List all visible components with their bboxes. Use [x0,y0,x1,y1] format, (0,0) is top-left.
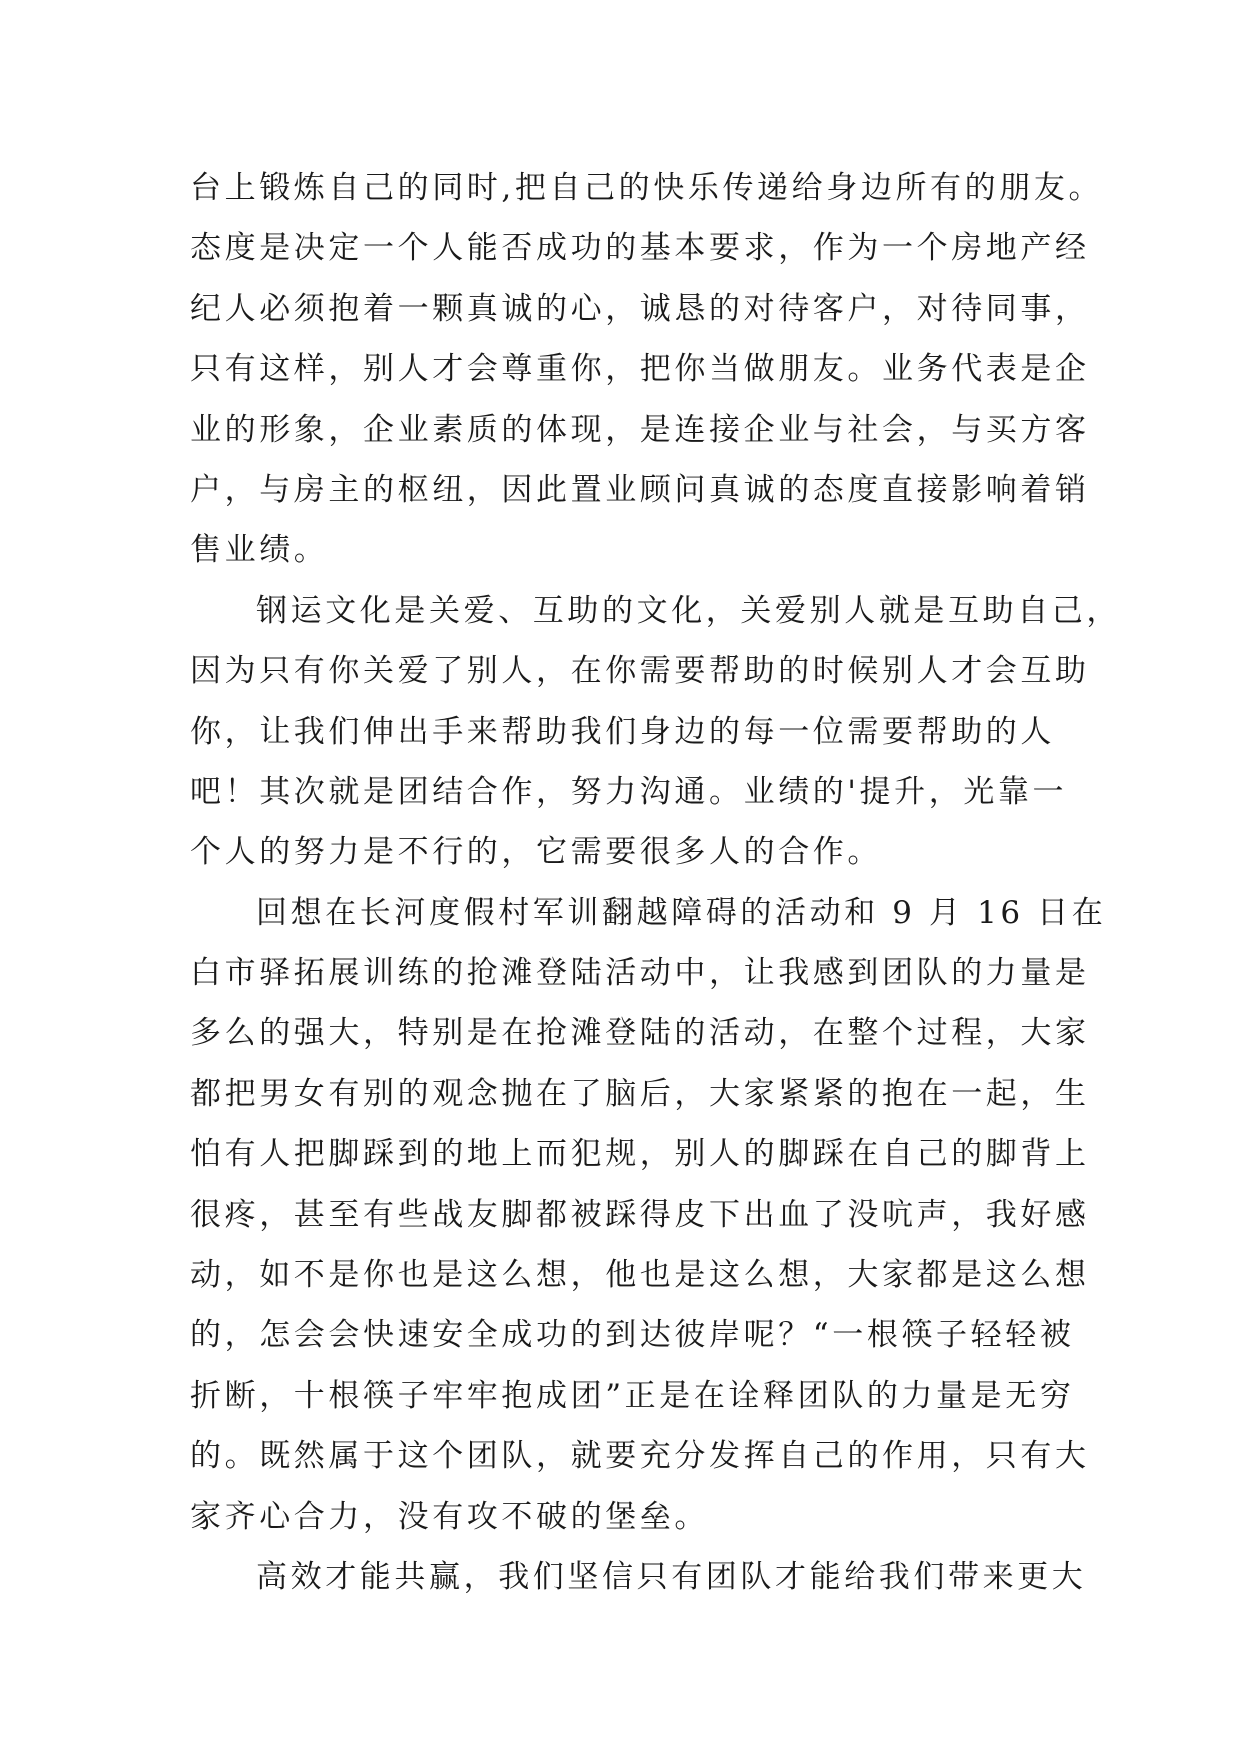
text-line: 的，怎会会快速安全成功的到达彼岸呢？“一根筷子轻轻被 [190,1317,1075,1354]
text-line: 售业绩。 [190,532,329,569]
paragraph-first-line: 高效才能共赢，我们坚信只有团队才能给我们带来更大 [256,1558,1087,1595]
text-line: 台上锻炼自己的同时,把自己的快乐传递给身边所有的朋友。 [190,170,1104,206]
text-line: 个人的努力是不行的，它需要很多人的合作。 [190,834,882,871]
text-line: 吧！其次就是团结合作，努力沟通。业绩的'提升，光靠一 [190,773,1068,810]
document-body [190,158,1121,1607]
text-line: 家齐心合力，没有攻不破的堡垒。 [190,1498,709,1535]
paragraph-first-line: 回想在长河度假村军训翻越障碍的活动和 9 月 16 日在 [256,894,1107,931]
text-line: 都把男女有别的观念抛在了脑后，大家紧紧的抱在一起，生 [190,1075,1090,1112]
paragraph-first-line: 钢运文化是关爱、互助的文化，关爱别人就是互助自己， [256,592,1121,629]
text-line: 因为只有你关爱了别人，在你需要帮助的时候别人才会互助 [190,653,1090,690]
text-line: 态度是决定一个人能否成功的基本要求，作为一个房地产经 [190,230,1090,267]
text-line: 纪人必须抱着一颗真诚的心，诚恳的对待客户，对待同事， [190,290,1090,327]
text-line: 户，与房主的枢纽，因此置业顾问真诚的态度直接影响着销 [190,471,1090,508]
text-line: 白市驿拓展训练的抢滩登陆活动中，让我感到团队的力量是 [190,955,1090,992]
text-line: 很疼，甚至有些战友脚都被踩得皮下出血了没吭声，我好感 [190,1196,1090,1233]
text-line: 动，如不是你也是这么想，他也是这么想，大家都是这么想 [190,1257,1090,1294]
text-line: 业的形象，企业素质的体现，是连接企业与社会，与买方客 [190,411,1090,448]
text-line: 你，让我们伸出手来帮助我们身边的每一位需要帮助的人 [190,713,1055,750]
text-line: 多么的强大，特别是在抢滩登陆的活动，在整个过程，大家 [190,1015,1090,1052]
text-line: 折断，十根筷子牢牢抱成团”正是在诠释团队的力量是无穷 [190,1377,1075,1414]
text-line: 的。既然属于这个团队，就要充分发挥自己的作用，只有大 [190,1438,1090,1475]
text-line: 怕有人把脚踩到的地上而犯规，别人的脚踩在自己的脚背上 [190,1136,1090,1173]
text-line: 只有这样，别人才会尊重你，把你当做朋友。业务代表是企 [190,351,1090,388]
